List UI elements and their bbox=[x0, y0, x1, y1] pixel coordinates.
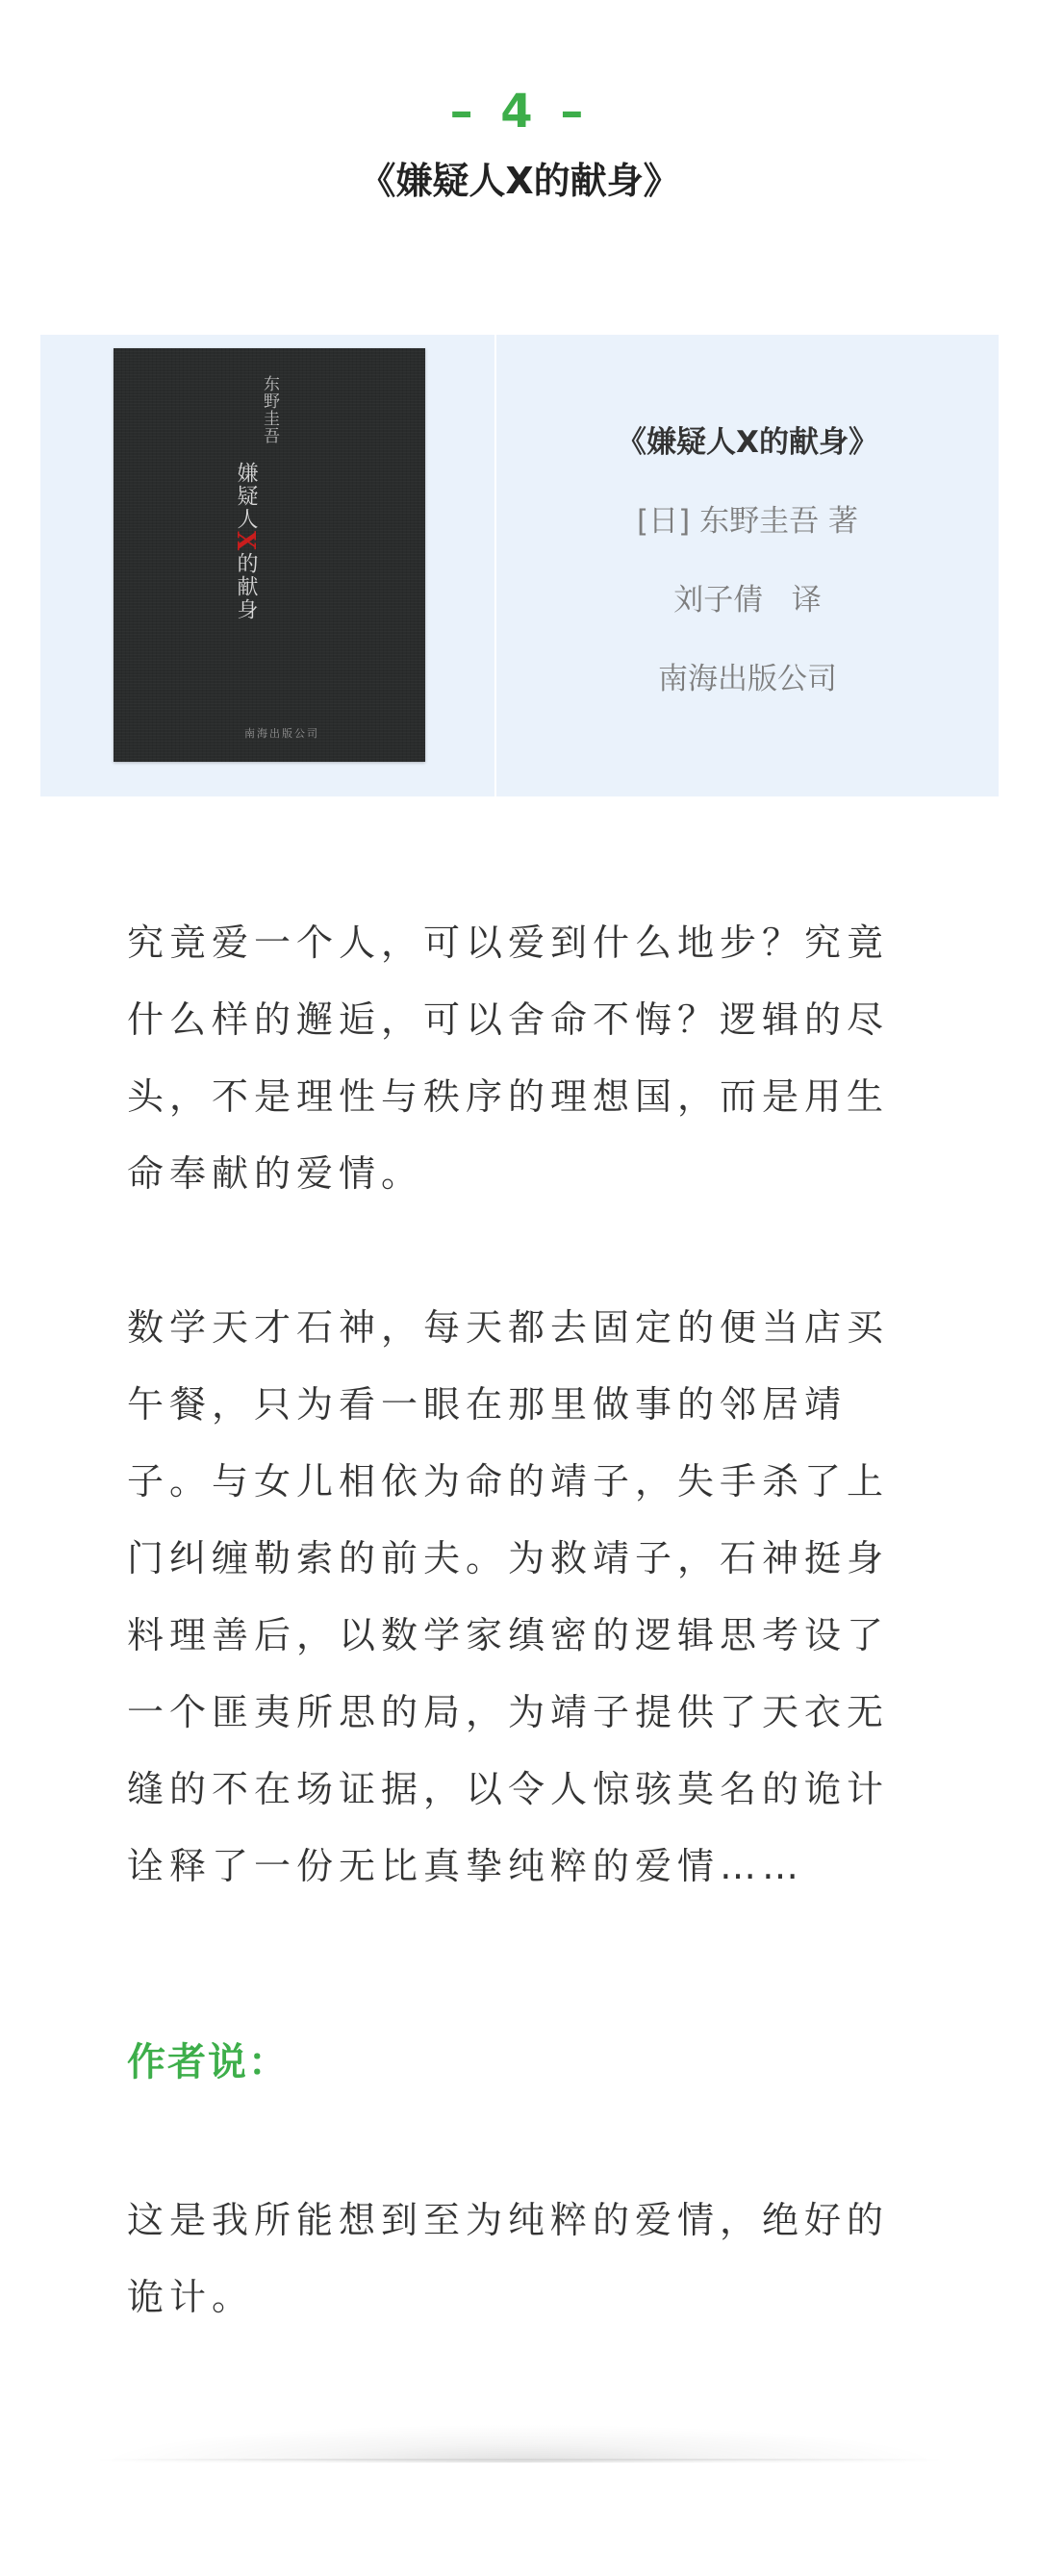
author-quote-paragraph: 这是我所能想到至为纯粹的爱情，绝好的诡计。 bbox=[127, 2199, 890, 2318]
cover-title-x: X bbox=[231, 531, 260, 553]
bottom-divider-line bbox=[96, 2459, 943, 2461]
book-cover-image bbox=[114, 348, 425, 762]
book-translator: 刘子倩 译 bbox=[673, 583, 822, 618]
book-info bbox=[496, 335, 999, 796]
cover-publisher-mark: 南海出版公司 bbox=[244, 727, 319, 740]
book-author: [日] 东野圭吾 著 bbox=[637, 504, 858, 539]
section-number: – 4 – bbox=[449, 85, 590, 139]
book-card bbox=[40, 335, 999, 796]
cover-title-part2: 的献身 bbox=[234, 552, 258, 622]
book-title: 《嫌疑人X的献身》 bbox=[617, 425, 878, 460]
bottom-shadow-divider bbox=[96, 2424, 943, 2462]
book-publisher: 南海出版公司 bbox=[658, 662, 837, 696]
cover-title-part1: 嫌疑人 bbox=[234, 462, 258, 531]
intro-paragraph: 究竟爱一个人，可以爱到什么地步？究竟什么样的邂逅，可以舍命不悔？逻辑的尽头，不是理性与秩序的理想国，而是用生命奉献的爱情。 bbox=[127, 922, 890, 1195]
cover-author-text: 东野圭吾 bbox=[260, 375, 279, 444]
section-title: 《嫌疑人X的献身》 bbox=[359, 160, 680, 202]
cover-title-text bbox=[231, 462, 261, 621]
synopsis-paragraph: 数学天才石神，每天都去固定的便当店买午餐，只为看一眼在那里做事的邻居靖子。与女儿相依为命的靖子，失手杀了上门纠缠勒索的前夫。为救靖子，石神挺身料理善后，以数学家缜密的逻辑思考设了一个匪夷所思的局，为靖子提供了天衣无缝的不在场证据，以令人惊骇莫名的诡计诠释了一份无比真挚纯粹的爱情…… bbox=[127, 1306, 890, 1887]
author-says-heading: 作者说： bbox=[127, 2040, 289, 2084]
